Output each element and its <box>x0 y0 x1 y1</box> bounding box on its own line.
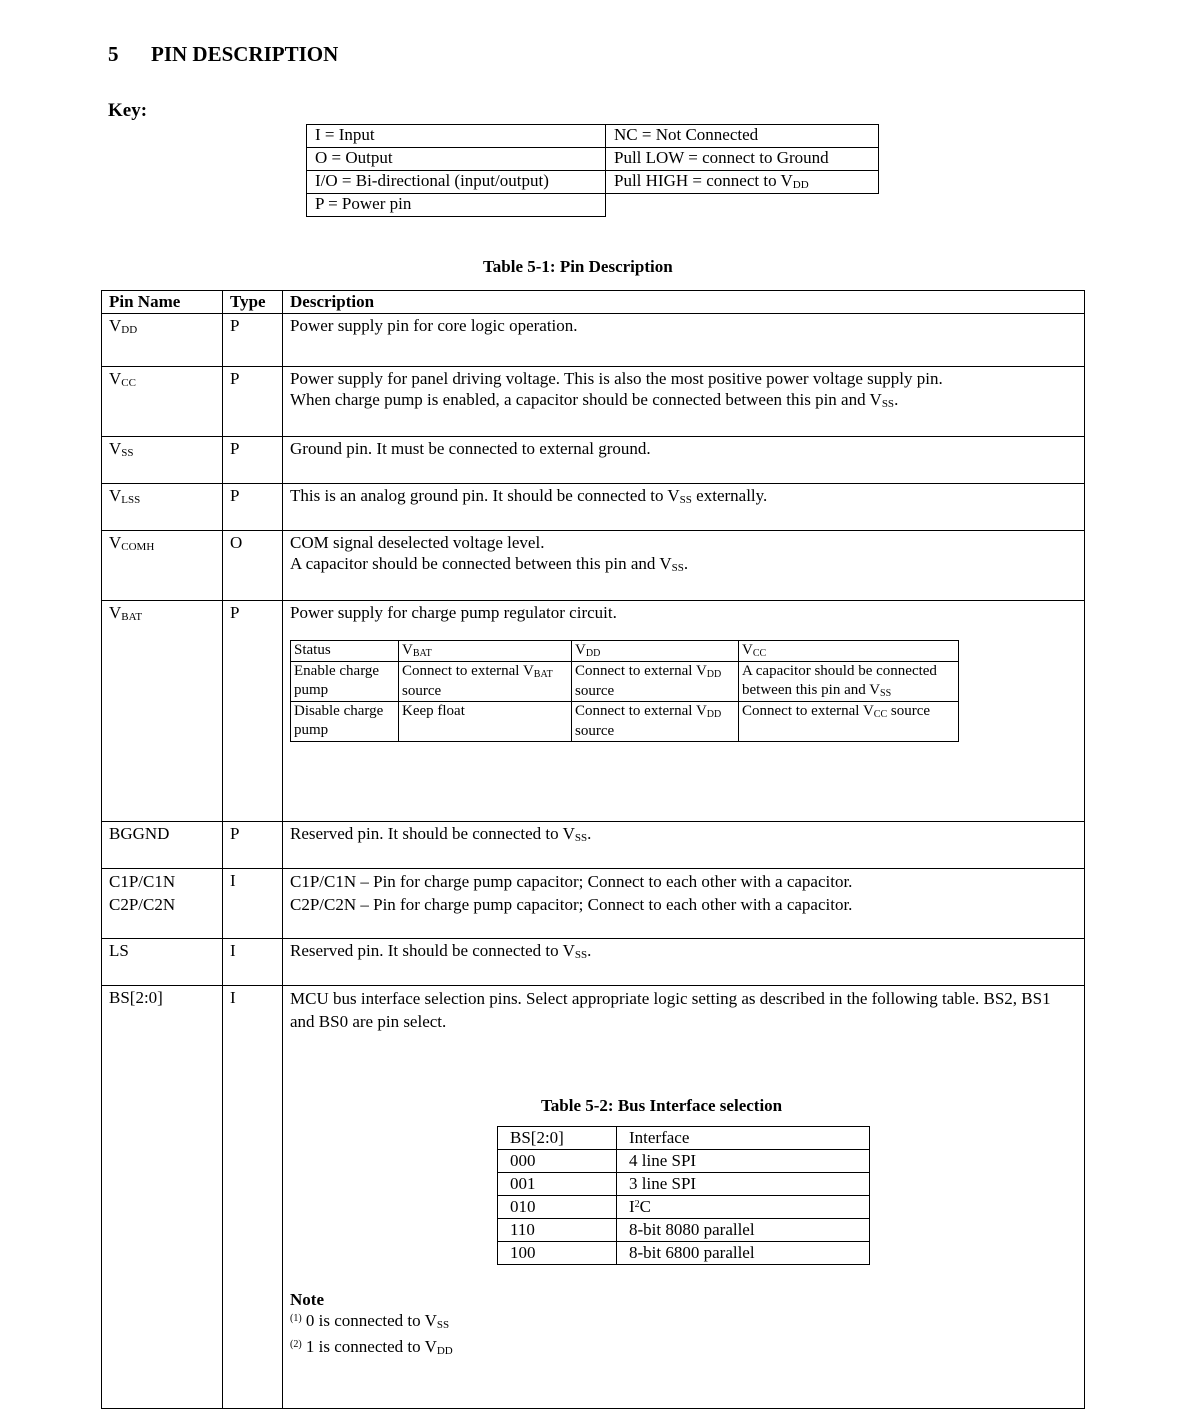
table-row <box>102 939 1085 986</box>
table-row <box>102 822 1085 869</box>
table-row <box>498 1196 870 1219</box>
vbat-cell: Keep float <box>399 702 572 742</box>
vbat-cell: Connect to external VDD source <box>572 702 739 742</box>
table-row <box>102 367 1085 437</box>
note-title: Note <box>290 1290 324 1309</box>
pin-type: P <box>223 484 283 531</box>
key-cell: I = Input <box>307 125 606 148</box>
bs-header: BS[2:0] <box>498 1127 617 1150</box>
key-table <box>306 124 879 217</box>
pin-name: VLSS <box>102 484 223 531</box>
pin-desc: Power supply pin for core logic operation. <box>283 314 1085 367</box>
key-cell: Pull LOW = connect to Ground <box>606 148 879 171</box>
vbat-header: VBAT <box>399 641 572 662</box>
table-row <box>498 1150 870 1173</box>
pin-desc: Power supply for charge pump regulator circuit. Status VBAT VDD VCC Enable charge pump Connect to external VBAT source Connect to external VDD source A capacitor should be connected between this pin and VSS Disable charge pump Keep float Connect to external VDD source Connect to external VCC source <box>283 601 1085 822</box>
note-item: $^{(2)}$ 1 is connected to VDD <box>290 1337 453 1357</box>
pin-desc: COM signal deselected voltage level. A capacitor should be connected between this pin and VSS. <box>283 531 1085 601</box>
pin-name: VSS <box>102 437 223 484</box>
note <box>290 1291 1084 1361</box>
bs-interface: 8-bit 6800 parallel <box>617 1242 870 1265</box>
bs-interface: 3 line SPI <box>617 1173 870 1196</box>
pin-type: P <box>223 822 283 869</box>
vbat-cell: Enable charge pump <box>291 662 399 702</box>
pin-type: I <box>223 939 283 986</box>
table-row <box>498 1219 870 1242</box>
bs-value: 100 <box>498 1242 617 1265</box>
vbat-cell: Disable charge pump <box>291 702 399 742</box>
pin-name: BGGND <box>102 822 223 869</box>
table-row <box>102 986 1085 1409</box>
pin-description-table <box>101 290 1085 1409</box>
bs-value: 010 <box>498 1196 617 1219</box>
pin-desc: Reserved pin. It should be connected to VSS. <box>283 939 1085 986</box>
pin-type: P <box>223 314 283 367</box>
pin-name: BS[2:0] <box>102 986 223 1409</box>
pin-name: VBAT <box>102 601 223 822</box>
vbat-cell: Connect to external VCC source <box>739 702 959 742</box>
bs-value: 110 <box>498 1219 617 1242</box>
pin-type: O <box>223 531 283 601</box>
key-subscript: DD <box>792 179 809 191</box>
pin-desc: Reserved pin. It should be connected to VSS. <box>283 822 1085 869</box>
table-row <box>291 662 959 702</box>
table-row <box>498 1173 870 1196</box>
table-row <box>102 869 1085 939</box>
table-row <box>102 314 1085 367</box>
header-type: Type <box>223 291 283 314</box>
pin-type: P <box>223 367 283 437</box>
pin-name: VDD <box>102 314 223 367</box>
vbat-cell: Connect to external VDD source <box>572 662 739 702</box>
table-row <box>498 1242 870 1265</box>
table-row <box>102 484 1085 531</box>
table-row <box>498 1127 870 1150</box>
vbat-status-table <box>290 640 959 742</box>
pin-name: C1P/C1N C2P/C2N <box>102 869 223 939</box>
pin-desc: C1P/C1N – Pin for charge pump capacitor; Connect to each other with a capacitor. C2P/C2N – Pin for charge pump capacitor; Connect to each other with a capacitor. <box>283 869 1085 939</box>
note-item: $^{(1)}$ 0 is connected to VSS <box>290 1311 450 1331</box>
pin-desc: MCU bus interface selection pins. Select appropriate logic setting as described in the following table. BS2, BS1 and BS0 are pin select. Table 5-2: Bus Interface selection BS[2:0] Interface 000 4 line SPI 001 3 line SPI 010 $I^2C$ 110 8-bit 8080 parallel 100 8-bit 6800 parallel Note $^{(1)}$ 0 is connected to VSS $^{(2)}$ 1 is connected to VDD <box>283 986 1085 1409</box>
pin-name: VCC <box>102 367 223 437</box>
pin-desc: Ground pin. It must be connected to external ground. <box>283 437 1085 484</box>
vbat-header: Status <box>291 641 399 662</box>
table2-caption: Table 5-2: Bus Interface selection <box>541 1096 783 1115</box>
pin-type: I <box>223 869 283 939</box>
vbat-header: VDD <box>572 641 739 662</box>
key-cell-empty <box>606 194 879 217</box>
pin-type: I <box>223 986 283 1409</box>
bs-value: 000 <box>498 1150 617 1173</box>
key-cell: O = Output <box>307 148 606 171</box>
key-label: Key: <box>108 100 148 121</box>
vbat-cell: A capacitor should be connected between this pin and VSS <box>739 662 959 702</box>
key-cell: NC = Not Connected <box>606 125 879 148</box>
bs-interface: $I^2C$ <box>617 1196 870 1219</box>
table-row <box>291 641 959 662</box>
pin-desc: This is an analog ground pin. It should be connected to VSS externally. <box>283 484 1085 531</box>
bs-interface: 8-bit 8080 parallel <box>617 1219 870 1242</box>
section-heading <box>108 42 338 67</box>
section-title: PIN DESCRIPTION <box>151 42 339 66</box>
key-cell: P = Power pin <box>307 194 606 217</box>
bs-header: Interface <box>617 1127 870 1150</box>
vbat-cell: Connect to external VBAT source <box>399 662 572 702</box>
key-row <box>307 125 879 148</box>
key-cell <box>606 171 879 194</box>
pin-desc: Power supply for panel driving voltage. This is also the most positive power voltage supply pin. When charge pump is enabled, a capacitor should be connected between this pin and VSS. <box>283 367 1085 437</box>
key-cell: I/O = Bi-directional (input/output) <box>307 171 606 194</box>
bus-interface-table <box>497 1126 870 1265</box>
table1-caption: Table 5-1: Pin Description <box>483 257 673 276</box>
header-pin-name: Pin Name <box>102 291 223 314</box>
pin-name: LS <box>102 939 223 986</box>
table-row <box>102 531 1085 601</box>
table-row <box>102 601 1085 822</box>
table-header-row <box>102 291 1085 314</box>
pin-type: P <box>223 437 283 484</box>
header-description: Description <box>283 291 1085 314</box>
key-row <box>307 194 879 217</box>
table-row <box>102 437 1085 484</box>
table-row <box>291 702 959 742</box>
pin-type: P <box>223 601 283 822</box>
section-number: 5 <box>108 42 119 66</box>
bs-value: 001 <box>498 1173 617 1196</box>
vbat-header: VCC <box>739 641 959 662</box>
key-row <box>307 171 879 194</box>
pin-name: VCOMH <box>102 531 223 601</box>
key-row <box>307 148 879 171</box>
key-text: Pull HIGH = connect to V <box>614 171 793 190</box>
bs-interface: 4 line SPI <box>617 1150 870 1173</box>
